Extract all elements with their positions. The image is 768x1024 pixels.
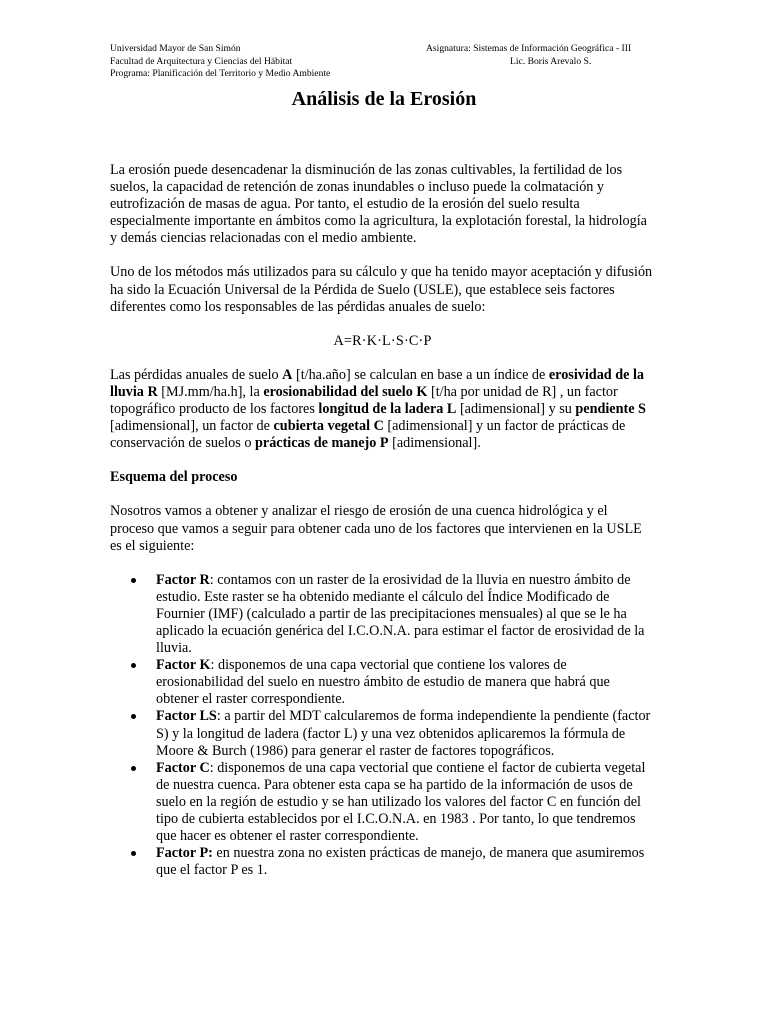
factor-label: Factor R	[156, 571, 210, 588]
bold-term: cubierta vegetal C	[273, 418, 384, 435]
text-run: Las pérdidas anuales de suelo	[110, 366, 283, 383]
factor-description: en nuestra zona no existen prácticas de manejo, de manera que asumiremos que el factor P es 1.	[156, 845, 645, 879]
factor-label: Factor K	[156, 657, 211, 674]
header-subject: Asignatura: Sistemas de Información Geográfica - III	[426, 43, 632, 54]
factor-description: : a partir del MDT calcularemos de forma independiente la pendiente (factor S) y la longitud de ladera (factor L) y una vez obtenidos aplicaremos la fórmula de Moore & Burch (1986) para generar el raster de factores topográficos.	[156, 708, 651, 759]
header-program: Programa: Planificación del Territorio y Medio Ambiente	[110, 68, 331, 79]
list-item-factor-ls	[110, 708, 655, 759]
bold-term: pendiente S	[575, 401, 646, 418]
list-item-factor-p	[110, 845, 655, 879]
bullet-icon	[131, 851, 136, 856]
factor-label: Factor LS	[156, 708, 217, 725]
bullet-icon	[131, 578, 136, 583]
process-paragraph: Nosotros vamos a obtener y analizar el riesgo de erosión de una cuenca hidrológica y el proceso que vamos a seguir para obtener cada uno de los factores que intervienen en la USLE es el siguiente:	[110, 503, 642, 554]
usle-formula: A=R·K·L·S·C·P	[333, 332, 432, 349]
usle-paragraph: Uno de los métodos más utilizados para su cálculo y que ha tenido mayor aceptación y difusión ha sido la Ecuación Universal de la Pérdida de Suelo (USLE), que establece seis factores diferentes como los responsables de las pérdidas anuales de suelo:	[110, 264, 653, 315]
header-faculty: Facultad de Arquitectura y Ciencias del Hábitat	[110, 55, 293, 67]
text-run: [adimensional], un factor de	[110, 418, 274, 435]
text-run: [adimensional].	[388, 435, 481, 452]
text-run: [adimensional] y su	[456, 401, 576, 418]
list-item-factor-k	[110, 657, 655, 708]
document-body	[110, 162, 655, 879]
bullet-icon	[131, 766, 136, 771]
header-course	[426, 43, 631, 68]
header-instructor: Lic. Boris Arevalo S.	[510, 55, 592, 67]
intro-paragraph: La erosión puede desencadenar la disminución de las zonas cultivables, la fertilidad de los suelos, la capacidad de retención de zonas inundables o incluso puede la colmatación y eutrofización de masas de agua. Por tanto, el estudio de la erosión del suelo resulta especialmente importante en ámbitos como la agricultura, la explotación forestal, la hidrología y demás ciencias relacionadas con el medio ambiente.	[110, 162, 647, 247]
bullet-icon	[131, 663, 136, 668]
factor-description: : disponemos de una capa vectorial que contiene el factor de cubierta vegetal de nuestra cuenca. Para obtener esta capa se ha partido de la información de usos de suelo en la región de estudio y se han utilizado los valores del factor C en función del tipo de cubierta establecidos por el I.C.O.N.A. en 1983 . Por tanto, lo que tendremos que hacer es obtener el raster correspondiente.	[156, 759, 646, 845]
factor-description: : contamos con un raster de la erosividad de la lluvia en nuestro ámbito de estudio. Este raster se ha obtenido mediante el cálculo del Índice Modificado de Fournier (IMF) (calculado a partir de las precipitaciones mensuales) al que se le ha aplicado la ecuación genérica del I.C.O.N.A. para estimar el factor de erosividad de la lluvia.	[156, 571, 645, 657]
bold-term: erosionabilidad del suelo K	[263, 383, 428, 400]
bold-term: erosividad de la lluvia R	[110, 366, 644, 400]
factor-description: : disponemos de una capa vectorial que contiene los valores de erosionabilidad del suelo en nuestro ámbito de estudio de manera que habrá que obtener el raster correspondiente.	[156, 657, 610, 708]
text-run: [adimensional] y un factor de prácticas de conservación de suelos o	[110, 418, 626, 452]
text-run: [t/ha.año] se calculan en base a un índice de	[292, 366, 549, 383]
list-item-factor-r	[110, 572, 655, 657]
page-title: Análisis de la Erosión	[291, 88, 477, 110]
factor-list	[110, 572, 655, 880]
header-institution	[110, 43, 330, 81]
text-run: [t/ha por unidad de R] , un factor topográfico producto de los factores	[110, 383, 618, 418]
factors-paragraph	[110, 367, 655, 452]
section-heading: Esquema del proceso	[110, 469, 238, 486]
header-university: Universidad Mayor de San Simón	[110, 43, 241, 54]
bold-term: prácticas de manejo P	[255, 435, 389, 452]
factor-label: Factor C	[156, 759, 210, 776]
bold-term: A	[282, 366, 293, 383]
factor-label: Factor P:	[156, 845, 213, 862]
list-item-factor-c	[110, 760, 655, 845]
text-run: [MJ.mm/ha.h], la	[157, 383, 264, 400]
bullet-icon	[131, 714, 136, 719]
bold-term: longitud de la ladera L	[318, 401, 457, 418]
